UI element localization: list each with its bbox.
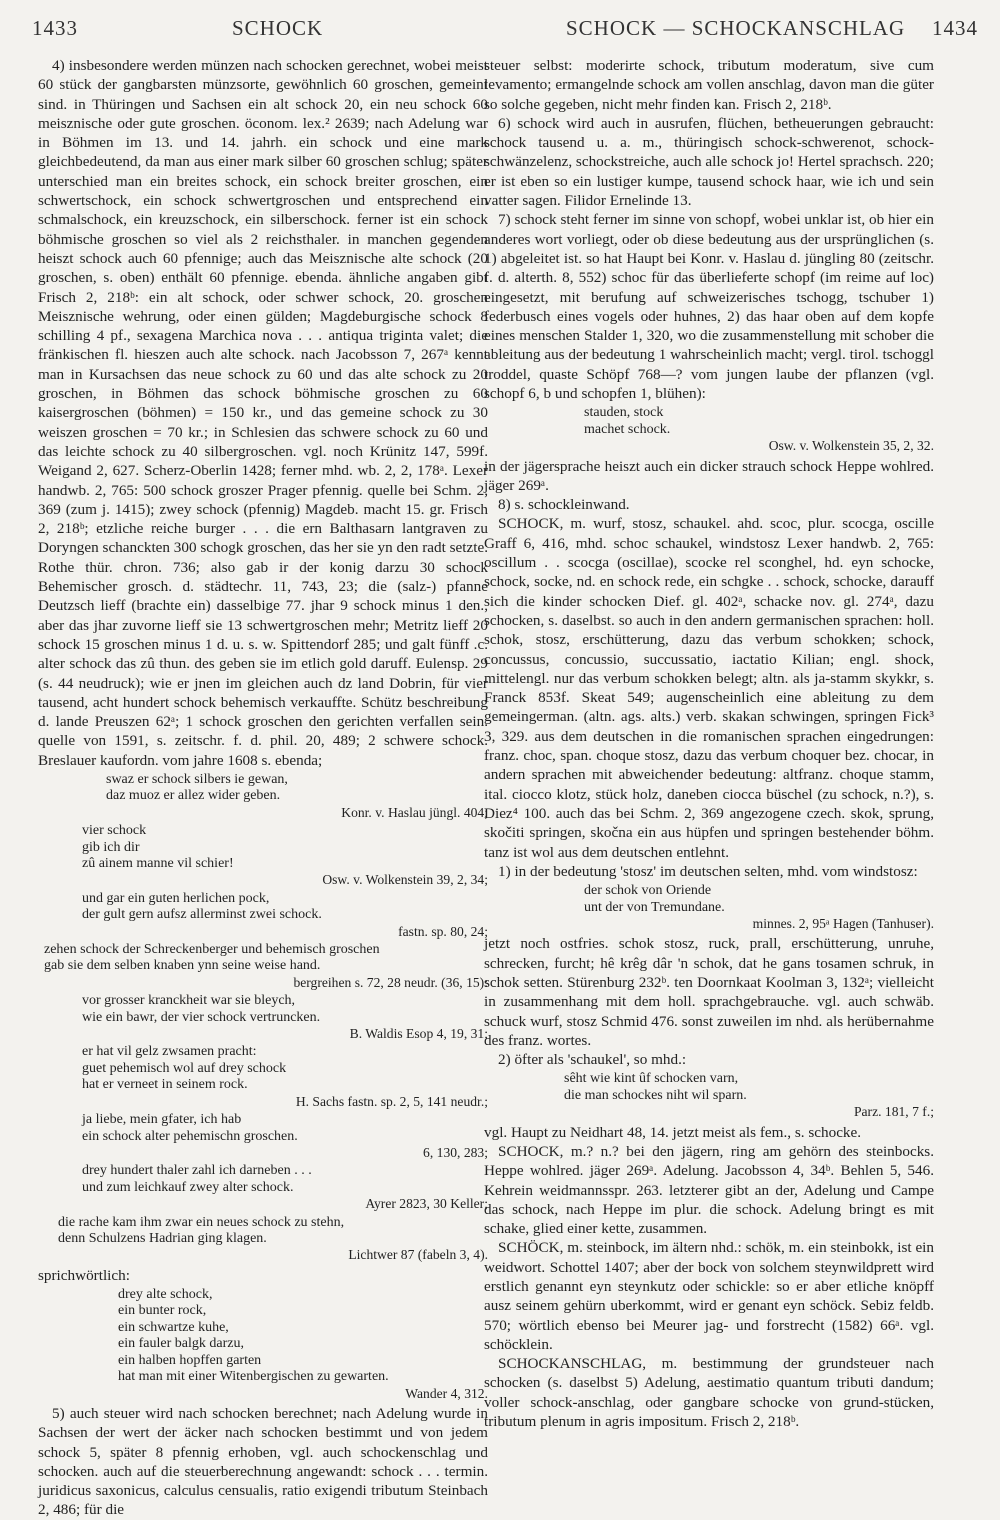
schaukel-note: vgl. Haupt zu Neidhart 48, 14. jetzt meist als fem., s. schocke. xyxy=(484,1123,862,1141)
verse-citation: minnes. 2, 95ᵃ Hagen (Tanhuser). xyxy=(752,915,934,931)
verse-line: und gar ein guten herlichen pock, xyxy=(82,890,270,906)
entry-schoeck: SCHÖCK, m. steinbock, im ältern nhd.: schök, m. ein steinbokk, ist ein weidwort. Schottel 1407; aber der bock von solchem steynwildprett wird erstlich genannt eyn steynkutz oder schickle: so er aber etliche knöpff ausz seinem gehürn uberkommt, wird er genant eyn schöck. Sebiz feldb. 570; wörtlich ebenso bei Meurer jag- und forstrecht (1582) 66ᵃ. vgl. schöcklein. xyxy=(484,1239,934,1353)
verse-line: vier schock xyxy=(82,823,147,839)
entry-schock-ring: SCHOCK, m.? n.? bei den jägern, ring am gehörn des steinbocks. Heppe wohlred. jäger 269ᵃ. Adelung. Jacobsson 4, 34ᵇ. Behlen 5, 546. Kehrein weidmannsspr. 263. letzterer gibt an der, Adelung und Campe das schock, nach Heppe im plur. die schock. Adelung bringt es mit schake, glied einer kette, zusammen. xyxy=(484,1142,934,1238)
verse-line: ja liebe, mein gfater, ich hab xyxy=(82,1112,242,1128)
verse-line: drey hundert thaler zahl ich darneben . . . xyxy=(82,1163,312,1179)
verse-line: denn Schulzens Hadrian ging klagen. xyxy=(58,1230,267,1246)
verse-line: ein fauler balgk darzu, xyxy=(118,1336,244,1352)
verse-quote xyxy=(38,1163,488,1212)
verse-line: swaz er schock silbers ie gewan, xyxy=(106,771,288,787)
verse-line: ein halben hopffen garten xyxy=(118,1352,262,1368)
verse-line: guet pehemisch wol auf drey schock xyxy=(82,1060,287,1076)
sense-7-paragraph: 7) schock steht ferner im sinne von schopf, wobei unklar ist, ob hier ein anderes wort vorliegt, oder ob diese bedeutung aus der ursprünglichen (s. 1) abgeleitet ist. so hat Haupt bei Konr. v. Haslau d. jüngling 80 (zeitschr. f. d. alterth. 8, 552) schoc für das überlieferte schopf (im reime auf loc) eingesetzt, mit berufung auf schweizerisches tschogg, tschuber 1) federbusch eines vogels oder huhnes, 2) das haar oben auf dem kopfe eines menschen Stalder 1, 320, wo die zusammenstellung mit schober die ableitung aus der bedeutung 1 wahrscheinlich macht; vergl. tirol. tschoggl troddel, quaste Schöpf 768—? vom jungen laube der pflanzen (vgl. schopf 6, b und schopfen 1, blühen): xyxy=(484,211,934,403)
verse-quote xyxy=(38,1215,488,1264)
sense-8-paragraph: 8) s. schockleinwand. xyxy=(498,496,630,514)
verse-line: hat er verneet in seinem rock. xyxy=(82,1077,248,1093)
verse-citation: Konr. v. Haslau jüngl. 404; xyxy=(341,804,488,820)
verse-line: wie ein bawr, der vier schock vertruncken. xyxy=(82,1009,321,1025)
verse-line: die man schockes niht wil sparn. xyxy=(564,1087,747,1103)
page-number-left: 1433 xyxy=(32,16,78,40)
verse-quote xyxy=(484,405,934,454)
verse-quote xyxy=(38,1044,488,1110)
verse-line: vor grosser kranckheit war sie bleych, xyxy=(82,993,296,1009)
verse-line: drey alte schock, xyxy=(118,1287,213,1303)
verse-line: zû ainem manne vil schier! xyxy=(82,856,234,872)
running-head-right: SCHOCK — SCHOCKANSCHLAG xyxy=(566,16,906,40)
verse-quote xyxy=(38,772,488,821)
sense-1-paragraph: 1) in der bedeutung 'stosz' im deutschen selten, mhd. vom windstosz: xyxy=(498,862,918,880)
verse-line: machet schock. xyxy=(584,421,671,437)
verse-line: er hat vil gelz zwsamen pracht: xyxy=(82,1044,257,1060)
continued-paragraph: steuer selbst: moderirte schock, tributum moderatum, sive cum levamento; ermangelnde schock am vollen anschlag, davon man die güter so solche gegeben, nicht mehr finden kan. Frisch 2, 218ᵇ. xyxy=(484,57,934,113)
verse-line: ein schwartze kuhe, xyxy=(118,1319,229,1335)
verse-citation: 6, 130, 283; xyxy=(423,1144,488,1160)
entry-schock-wurf: SCHOCK, m. wurf, stosz, schaukel. ahd. scoc, plur. scocga, oscille Graff 6, 416, mhd. schoc schaukel, windstosz Lexer handwb. 2, 765: oscillum . . scocga (oscillae), scocke rel sconghel, hd. eyn schocke, schock, socke, nd. en schock rede, ein schgke . . schock, schocke, darauff sich die kinder schocken Dief. gl. 402ᵃ, schacke nov. gl. 274ᵃ, dazu schocken, s. daselbst. so auch in den andern germanischen sprachen: holl. schok, stosz, erschütterung, dazu das verbum schokken; schock, concussus, concussio, succussatio, iactatio Kilian; engl. shock, mittelengl. nur das verbum schokken belegt; altn. als ja-stamm skykkr, s. Franck 853f. Skeat 549; augenscheinlich eine ableitung zu dem gemeingerman. (altn. ags. alts.) verb. skakan schwingen, springen Fick³ 3, 329. aus dem deutschen in die romanischen sprachen eingedrungen: franz. choc, span. choque stosz, dazu das verbum choquer bez. chocar, in andern sprachen mit abweichender bedeutung: altfranz. choque stamm, ital. ciocco klotz, stück holz, daneben ciocca büschel (zu schock, n.?), s. Diez⁴ 100. auch das bei Schm. 2, 369 angezogene czech. skok, sprung, skočiti springen, skočna ein aus hüpfen und springen bestehender böhm. tanz ist wol aus dem deutschen entlehnt. xyxy=(484,515,934,861)
verse-quote xyxy=(484,883,934,932)
verse-quote xyxy=(38,891,488,940)
sense-4-paragraph: 4) insbesondere werden münzen nach schocken gerechnet, wobei meist 60 stück der gangbarsten münzsorte, gewöhnlich 60 groschen, gemeint sind. in Thüringen und Sachsen ein alt schock 20, ein neu schock 60 meisznische oder gute groschen. öconom. lex.² 2639; nach Adelung war in Böhmen im 13. und 14. jahrh. ein schock und eine mark gleichbedeutend, da man aus einer mark silber 60 groschen schlug; später unterschied man ein breites schock, ein schock breiter groschen, ein schwertschock, ein schock schwertgroschen und entsprechend ein schmalschock, ein kreuzschock, ein silberschock. ferner ist ein schock böhmische groschen so viel als 2 reichsthaler. in manchen gegenden heiszt schock auch 60 pfennige; auch das Meisznische alte schock (20 groschen, s. oben) enthält 60 pfennige. ebenda. ähnliche angaben gibt Frisch 2, 218ᵇ: ein alt schock, oder schwer schock, 20. groschen Meisznische wehrung, oder einen gülden; Magdeburgische schock 8 schilling 4 pf., sexagena Marchica nova . . . antiqua triginta valet; die fränkischen fl. hieszen auch alte schock. nach Jacobsson 7, 267ᵃ kennt man in Kursachsen das neue schock zu 60 und das alte schock zu 20 groschen, in Böhmen das schock böhmische groschen zu 60 kaisergroschen (böhmen) = 150 kr., und das gemeine schock zu 30 weiszen groschen = 70 kr.; in Schlesien das schwere schock zu 60 und das leichte schock zu 40 silbergroschen. vgl. noch Krünitz 147, 599f. Weigand 2, 627. Scherz-Oberlin 1428; ferner mhd. wb. 2, 2, 178ᵃ. Lexer handwb. 2, 765: 500 schock groszer Prager pfennig. quelle bei Schm. 2, 369 (zum j. 1415); zwey schock (pfennig) Magdeb. macht 15. gr. Frisch 2, 218ᵇ; etzliche reiche burger . . . die ern Balthasarn lantgraven zu Doryngen schanckten 300 schogk groschen, das her sie yn den radt setzte. Rothe thür. chron. 736; also gab ir der konig darzu 30 schock Behemischer grosch. d. städtechr. 11, 743, 23; die (salz-) pfanne Deutzsch lieff (brachte ein) dasselbige 77. jhar 9 schock minus 1 den., aber das jhar zuvorne lieff sie 13 schwertgroschen mehr; Metritz lieff 20 schock 15 groschen minus 1 d. u. s. w. Spittendorf 285; und galt fünff .c. alter schock das zû thun. des geben sie im etlich gold daruff. Eulensp. 29 (s. 44 neudruck); wie er jnen im gleichen auch dz land Dobrin, für vier tausend, acht hundert schock behemisch verkauffte. Schütz beschreibung d. lande Preuszen 62ᵃ; 1 schock groschen den gerichten verfallen sein. quelle von 1591, s. zeitschr. f. d. phil. 20, 489; 2 schwere schock. Breslauer kaufordn. vom jahre 1608 s. ebenda; xyxy=(38,57,489,769)
entry-schockanschlag: SCHOCKANSCHLAG, m. bestimmung der grundsteuer nach schocken (s. daselbst 5) Adelung, aestimatio quantum tributi dandum; voller schock-anschlag, oder gangbare schocke von grund-stücken, tributum plenum in agris impositum. Frisch 2, 218ᵇ. xyxy=(484,1355,934,1431)
hunting-note: in der jägersprache heiszt auch ein dicker strauch schock Heppe wohlred. jäger 269ᵃ. xyxy=(484,457,934,494)
verse-citation: Wander 4, 312. xyxy=(405,1385,488,1401)
verse-line: die rache kam ihm zwar ein neues schock zu stehn, xyxy=(58,1214,345,1230)
sense-5-paragraph: 5) auch steuer wird nach schocken berechnet; nach Adelung wurde in Sachsen der wert der äcker nach schocken bestimmt und von jedem schock 5, später 8 pfennig erhoben, vgl. auch schockenschlag und schocken. auch auf die steuerberechnung angewandt: schock . . . termin. juridicus saxonicus, calculus censualis, ratio exigendi tributum Steinbach 2, 486; für die xyxy=(38,1404,488,1519)
page-number-right: 1434 xyxy=(932,16,978,40)
verse-line: unt der von Tremundane. xyxy=(584,899,725,915)
verse-citation: bergreihen s. 72, 28 neudr. (36, 15): xyxy=(293,974,488,990)
verse-line: gab sie dem selben knaben ynn seine weise hand. xyxy=(44,958,321,974)
left-column xyxy=(38,56,488,1520)
proverb-label: sprichwörtlich: xyxy=(38,1266,130,1284)
right-column xyxy=(484,56,934,1431)
ostfries-paragraph: jetzt noch ostfries. schok stosz, ruck, prall, erschütterung, unruhe, schrecken, furcht; hê krêg dâr 'n schok, dat he gans tosamen schruk, in schok setten. Stürenburg 232ᵇ. ten Doornkaat Koolman 3, 132ᵃ; vielleicht in zusammenhang mit dem holl. sprachgebrauche. vgl. auch schwäb. schuck wurf, stosz Schmid 476. sonst zuweilen im nhd. als herübernahme des franz. wortes. xyxy=(484,935,934,1049)
verse-citation: Osw. v. Wolkenstein 39, 2, 34; xyxy=(322,872,488,888)
verse-line: der schok von Oriende xyxy=(584,883,712,899)
sense-2-paragraph: 2) öfter als 'schaukel', so mhd.: xyxy=(498,1051,687,1069)
verse-citation: fastn. sp. 80, 24; xyxy=(398,923,488,939)
verse-line: ein bunter rock, xyxy=(118,1303,207,1319)
verse-quote xyxy=(38,1112,488,1161)
verse-quote xyxy=(484,1071,934,1120)
verse-line: hat man mit einer Witenbergischen zu gewarten. xyxy=(118,1369,389,1385)
running-head-left: SCHOCK xyxy=(232,16,324,40)
verse-line: ein schock alter pehemischn groschen. xyxy=(82,1128,298,1144)
verse-quote xyxy=(38,823,488,889)
verse-line: der gult gern aufsz allerminst zwei schock. xyxy=(82,907,322,923)
verse-line: sêht wie kint ûf schocken varn, xyxy=(564,1071,739,1087)
verse-quote xyxy=(38,942,488,991)
verse-citation: H. Sachs fastn. sp. 2, 5, 141 neudr.; xyxy=(295,1093,488,1109)
verse-citation: Ayrer 2823, 30 Keller; xyxy=(365,1196,488,1212)
verse-line: und zum leichkauf zwey alter schock. xyxy=(82,1179,294,1195)
verse-line: daz muoz er allez wider geben. xyxy=(106,788,281,804)
verse-quote xyxy=(38,993,488,1042)
sense-6-paragraph: 6) schock wird auch in ausrufen, flüchen, betheuerungen gebraucht: schock tausend u. a. m., thüringisch schock-schwerenot, schock-schwänzelenz, schockstreiche, auch alle schock jo! Hertel sprachsch. 220; er ist eben so ein lustiger kumpe, tausend schock haar, wie ich und sein vatter sagen. Filidor Ernelinde 13. xyxy=(484,114,934,210)
verse-quote xyxy=(38,1287,488,1402)
verse-line: gib ich dir xyxy=(82,839,140,855)
verse-citation: Lichtwer 87 (fabeln 3, 4). xyxy=(348,1247,488,1263)
verse-line: stauden, stock xyxy=(584,405,664,421)
verse-citation: Osw. v. Wolkenstein 35, 2, 32. xyxy=(768,438,934,454)
verse-line: zehen schock der Schreckenberger und behemisch groschen xyxy=(44,942,380,958)
verse-citation: B. Waldis Esop 4, 19, 31; xyxy=(349,1026,488,1042)
verse-citation: Parz. 181, 7 f.; xyxy=(853,1104,934,1120)
